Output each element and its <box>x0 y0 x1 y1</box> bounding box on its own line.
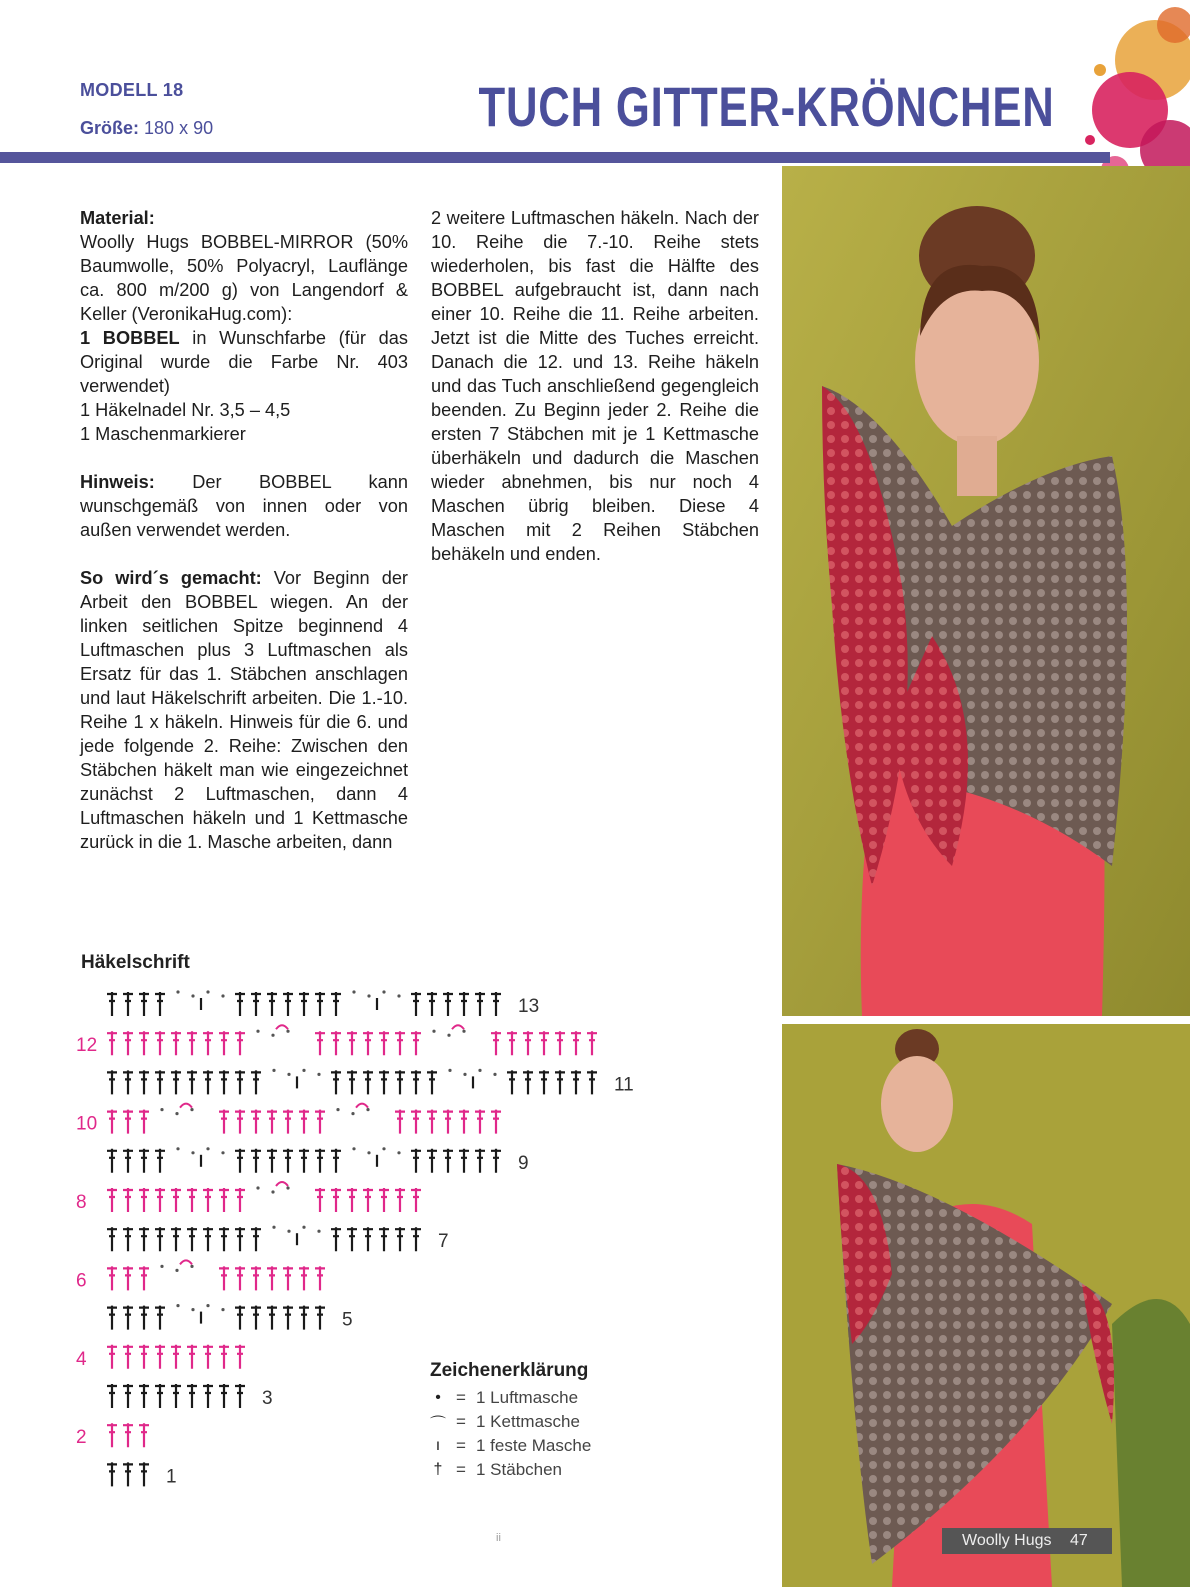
double-crochet-icon <box>187 1227 197 1251</box>
double-crochet-icon <box>267 992 277 1016</box>
double-crochet-icon <box>315 1110 325 1134</box>
double-crochet-icon <box>363 1188 373 1212</box>
double-crochet-icon <box>235 1110 245 1134</box>
double-crochet-icon <box>139 1384 149 1408</box>
chain-dot-icon <box>382 990 385 993</box>
double-crochet-icon <box>219 1384 229 1408</box>
double-crochet-icon <box>363 1070 373 1094</box>
double-crochet-icon <box>411 1031 421 1055</box>
chain-dot-icon <box>272 1226 275 1229</box>
double-crochet-icon <box>267 1110 277 1134</box>
chain-dot-icon <box>317 1230 320 1233</box>
model-number: MODELL 18 <box>80 80 184 100</box>
double-crochet-icon <box>315 1149 325 1173</box>
double-crochet-icon <box>251 1149 261 1173</box>
chart-row <box>76 1182 421 1213</box>
slip-stitch-icon <box>180 1260 192 1264</box>
chain-dot-icon <box>302 1226 305 1229</box>
double-crochet-icon <box>283 1149 293 1173</box>
chain-dot-icon <box>302 1069 305 1072</box>
hint-label: Hinweis: <box>80 472 155 492</box>
double-crochet-icon <box>475 992 485 1016</box>
chain-dot-icon <box>221 1308 224 1311</box>
double-crochet-icon <box>315 1188 325 1212</box>
double-crochet-icon <box>539 1031 549 1055</box>
double-crochet-icon <box>155 1345 165 1369</box>
double-crochet-icon <box>491 992 501 1016</box>
chain-dot-icon <box>160 1265 163 1268</box>
double-crochet-icon <box>139 1188 149 1212</box>
row-number-label: 6 <box>76 1270 87 1292</box>
double-crochet-icon <box>203 1031 213 1055</box>
double-crochet-icon <box>395 1188 405 1212</box>
double-crochet-icon <box>235 992 245 1016</box>
row-number-label: 8 <box>76 1192 87 1213</box>
double-crochet-icon <box>395 1110 405 1134</box>
double-crochet-icon <box>235 1031 245 1055</box>
chain-dot-icon <box>351 1112 354 1115</box>
double-crochet-icon <box>171 1070 181 1094</box>
double-crochet-icon <box>507 1031 517 1055</box>
chain-dot-icon <box>176 1147 179 1150</box>
chain-dot-icon <box>256 1030 259 1033</box>
double-crochet-icon <box>395 1031 405 1055</box>
double-crochet-icon <box>411 992 421 1016</box>
hint-text: Der BOBBEL kann wunschgemäß von innen oder von außen verwendet werden. <box>80 472 408 540</box>
double-crochet-icon <box>155 1227 165 1251</box>
double-crochet-icon <box>203 1384 213 1408</box>
double-crochet-icon <box>571 1031 581 1055</box>
double-crochet-icon <box>139 1423 149 1447</box>
chart-row <box>76 1423 149 1448</box>
symbol-legend <box>430 1360 591 1482</box>
double-crochet-icon <box>283 1266 293 1290</box>
double-crochet-icon <box>491 1149 501 1173</box>
chain-dot-icon: • <box>435 1389 441 1406</box>
chain-dot-icon <box>287 1073 290 1076</box>
legend-title: Zeichenerklärung <box>430 1360 589 1381</box>
chain-dot-icon <box>317 1073 320 1076</box>
double-crochet-icon <box>107 1462 117 1486</box>
double-crochet-icon <box>315 1266 325 1290</box>
chain-dot-icon <box>191 994 194 997</box>
double-crochet-icon <box>395 1070 405 1094</box>
marker-text: 1 Maschenmarkierer <box>80 424 246 444</box>
double-crochet-icon <box>555 1031 565 1055</box>
chain-dot-icon <box>176 1304 179 1307</box>
double-crochet-icon <box>107 1110 117 1134</box>
double-crochet-icon: † <box>433 1461 443 1478</box>
double-crochet-icon <box>347 1188 357 1212</box>
double-crochet-icon <box>363 1227 373 1251</box>
chain-dot-icon <box>493 1073 496 1076</box>
double-crochet-icon <box>107 1384 117 1408</box>
double-crochet-icon <box>171 1384 181 1408</box>
double-crochet-icon <box>235 1149 245 1173</box>
chain-dot-icon <box>256 1186 259 1189</box>
double-crochet-icon <box>331 992 341 1016</box>
double-crochet-icon <box>267 1306 277 1330</box>
print-mark: ii <box>496 1532 501 1544</box>
double-crochet-icon <box>155 1031 165 1055</box>
hook-text: 1 Häkelnadel Nr. 3,5 – 4,5 <box>80 400 291 420</box>
row-number-label: 5 <box>342 1309 353 1331</box>
double-crochet-icon <box>171 1031 181 1055</box>
double-crochet-icon <box>251 992 261 1016</box>
double-crochet-icon <box>267 1266 277 1290</box>
double-crochet-icon <box>123 1423 133 1447</box>
photo-model-shawl-spread <box>782 1024 1190 1587</box>
double-crochet-icon <box>203 1227 213 1251</box>
chain-dot-icon <box>352 990 355 993</box>
double-crochet-icon <box>507 1070 517 1094</box>
double-crochet-icon <box>331 1149 341 1173</box>
slip-stitch-icon <box>180 1104 192 1108</box>
legend-label: 1 feste Masche <box>476 1436 592 1455</box>
page-badge <box>942 1528 1112 1554</box>
double-crochet-icon <box>459 992 469 1016</box>
double-crochet-icon <box>251 1070 261 1094</box>
slip-stitch-icon: ⌒ <box>430 1415 447 1433</box>
double-crochet-icon <box>427 1149 437 1173</box>
double-crochet-icon <box>411 1188 421 1212</box>
double-crochet-icon <box>555 1070 565 1094</box>
double-crochet-icon <box>363 1031 373 1055</box>
double-crochet-icon <box>331 1227 341 1251</box>
material-label: Material: <box>80 208 155 228</box>
chain-dot-icon <box>160 1108 163 1111</box>
double-crochet-icon <box>411 1110 421 1134</box>
chain-dot-icon <box>367 994 370 997</box>
slip-stitch-icon <box>356 1104 368 1108</box>
howto-text: Vor Beginn der Arbeit den BOBBEL wiegen. An der linken seitlichen Spitze beginnend 4 Luftmaschen plus 3 Luftmaschen als Ersatz für das 1. Stäbchen anschlagen und laut Häkelschrift arbeiten. Die 1.-10. Reihe 1 x häkeln. Hinweis für die 6. und jede folgende 2. Reihe: Zwischen den Stäbchen häkelt man wie eingezeichnet zunächst 2 Luftmaschen, dann 4 Luftmaschen häkeln und 1 Kettmasche zurück in die 1. Masche arbeiten, dann <box>80 568 408 852</box>
double-crochet-icon <box>107 1227 117 1251</box>
double-crochet-icon <box>347 1227 357 1251</box>
double-crochet-icon <box>379 1227 389 1251</box>
double-crochet-icon <box>155 1188 165 1212</box>
double-crochet-icon <box>123 1227 133 1251</box>
legend-label: 1 Kettmasche <box>476 1412 580 1431</box>
double-crochet-icon <box>299 1149 309 1173</box>
chain-dot-icon <box>175 1269 178 1272</box>
row-number-label: 3 <box>262 1388 273 1409</box>
double-crochet-icon <box>123 1266 133 1290</box>
double-crochet-icon <box>123 1384 133 1408</box>
double-crochet-icon <box>475 1110 485 1134</box>
chain-dot-icon <box>287 1230 290 1233</box>
double-crochet-icon <box>299 1110 309 1134</box>
double-crochet-icon <box>315 992 325 1016</box>
double-crochet-icon <box>123 1149 133 1173</box>
chain-dot-icon <box>206 990 209 993</box>
double-crochet-icon <box>187 1070 197 1094</box>
chain-dot-icon <box>478 1069 481 1072</box>
double-crochet-icon <box>219 1345 229 1369</box>
chain-dot-icon <box>271 1034 274 1037</box>
chart-row <box>107 990 539 1017</box>
double-crochet-icon <box>251 1306 261 1330</box>
double-crochet-icon <box>459 1110 469 1134</box>
double-crochet-icon <box>107 1149 117 1173</box>
double-crochet-icon <box>491 1031 501 1055</box>
double-crochet-icon <box>171 1345 181 1369</box>
double-crochet-icon <box>123 1070 133 1094</box>
slip-stitch-icon <box>452 1025 464 1029</box>
double-crochet-icon <box>379 1070 389 1094</box>
double-crochet-icon <box>139 992 149 1016</box>
double-crochet-icon <box>427 992 437 1016</box>
chain-dot-icon <box>190 1108 193 1111</box>
double-crochet-icon <box>107 1070 117 1094</box>
chain-dot-icon <box>352 1147 355 1150</box>
chart-row <box>107 1304 353 1331</box>
chart-row <box>107 1462 177 1487</box>
chain-dot-icon <box>382 1147 385 1150</box>
row-number-label: 12 <box>76 1035 98 1057</box>
bobbel-text: in Wunschfarbe (für das Original wurde die Farbe Nr. 403 verwendet) <box>80 328 408 396</box>
slip-stitch-icon <box>276 1025 288 1029</box>
double-crochet-icon <box>219 1031 229 1055</box>
double-crochet-icon <box>123 1031 133 1055</box>
double-crochet-icon <box>299 992 309 1016</box>
double-crochet-icon <box>155 1149 165 1173</box>
double-crochet-icon <box>107 992 117 1016</box>
chart-row <box>76 1025 597 1056</box>
chart-row <box>107 1069 634 1096</box>
double-crochet-icon <box>235 1070 245 1094</box>
double-crochet-icon <box>107 1423 117 1447</box>
double-crochet-icon <box>539 1070 549 1094</box>
instructions-left-column <box>80 206 408 878</box>
size-info <box>80 118 213 139</box>
single-crochet-icon: ı <box>435 1437 441 1454</box>
double-crochet-icon <box>331 1031 341 1055</box>
double-crochet-icon <box>235 1384 245 1408</box>
double-crochet-icon <box>187 1345 197 1369</box>
header-rule <box>0 152 1110 163</box>
row-number-label: 7 <box>438 1231 449 1253</box>
legend-label: 1 Stäbchen <box>476 1460 563 1479</box>
double-crochet-icon <box>475 1149 485 1173</box>
double-crochet-icon <box>587 1031 597 1055</box>
row-number-label: 2 <box>76 1427 87 1449</box>
chain-dot-icon <box>272 1069 275 1072</box>
row-number-label: 1 <box>166 1466 177 1488</box>
double-crochet-icon <box>347 1031 357 1055</box>
double-crochet-icon <box>315 1031 325 1055</box>
double-crochet-icon <box>267 1149 277 1173</box>
double-crochet-icon <box>139 1149 149 1173</box>
legend-label: 1 Luftmasche <box>476 1388 579 1407</box>
double-crochet-icon <box>443 1149 453 1173</box>
double-crochet-icon <box>459 1149 469 1173</box>
chain-dot-icon <box>367 1151 370 1154</box>
double-crochet-icon <box>587 1070 597 1094</box>
chain-dot-icon <box>448 1069 451 1072</box>
chain-dot-icon <box>447 1034 450 1037</box>
double-crochet-icon <box>331 1070 341 1094</box>
size-value: 180 x 90 <box>144 118 214 138</box>
double-crochet-icon <box>123 1306 133 1330</box>
double-crochet-icon <box>219 1188 229 1212</box>
double-crochet-icon <box>299 1266 309 1290</box>
double-crochet-icon <box>235 1306 245 1330</box>
page-title: TUCH GITTER-KRÖNCHEN <box>478 75 1055 138</box>
crochet-chart-title: Häkelschrift <box>81 952 190 973</box>
chain-dot-icon <box>221 994 224 997</box>
chart-row <box>107 1147 529 1174</box>
double-crochet-icon <box>107 1188 117 1212</box>
double-crochet-icon <box>107 1266 117 1290</box>
chart-row <box>76 1345 245 1370</box>
chain-dot-icon <box>432 1030 435 1033</box>
chain-dot-icon <box>463 1073 466 1076</box>
double-crochet-icon <box>139 1110 149 1134</box>
bobbel-bold: 1 BOBBEL <box>80 328 180 348</box>
howto-continued-text: 2 weitere Luftmaschen häkeln. Nach der 10. Reihe die 7.-10. Reihe stets wiederholen, bis fast die Hälfte des BOBBEL aufgebraucht ist, dann nach einer 10. Reihe die 11. Reihe arbeiten. Jetzt ist die Mitte des Tuches erreicht. Danach die 12. und 13. Reihe häkeln und das Tuch anschließend gegengleich beenden. Zu Beginn jeder 2. Reihe die ersten 7 Stäbchen mit je 1 Kettmasche überhäkeln und dadurch die Maschen wieder abnehmen, bis nur noch 4 Maschen übrig bleiben. Diese 4 Maschen mit 2 Reihen Stäbchen behäkeln und enden. <box>431 208 759 564</box>
double-crochet-icon <box>219 1070 229 1094</box>
double-crochet-icon <box>171 1188 181 1212</box>
double-crochet-icon <box>155 1306 165 1330</box>
chain-dot-icon <box>286 1186 289 1189</box>
double-crochet-icon <box>139 1227 149 1251</box>
row-number-label: 4 <box>76 1348 87 1370</box>
double-crochet-icon <box>379 1188 389 1212</box>
double-crochet-icon <box>139 1031 149 1055</box>
chain-dot-icon <box>190 1265 193 1268</box>
double-crochet-icon <box>123 1345 133 1369</box>
double-crochet-icon <box>219 1266 229 1290</box>
double-crochet-icon <box>107 1345 117 1369</box>
double-crochet-icon <box>203 1345 213 1369</box>
double-crochet-icon <box>139 1266 149 1290</box>
row-number-label: 10 <box>76 1113 98 1135</box>
double-crochet-icon <box>443 992 453 1016</box>
double-crochet-icon <box>523 1070 533 1094</box>
double-crochet-icon <box>123 1188 133 1212</box>
chart-row <box>107 1384 273 1409</box>
double-crochet-icon <box>427 1110 437 1134</box>
double-crochet-icon <box>283 992 293 1016</box>
double-crochet-icon <box>299 1306 309 1330</box>
double-crochet-icon <box>283 1110 293 1134</box>
double-crochet-icon <box>155 1070 165 1094</box>
chain-dot-icon <box>176 990 179 993</box>
double-crochet-icon <box>155 1384 165 1408</box>
double-crochet-icon <box>107 1306 117 1330</box>
double-crochet-icon <box>203 1070 213 1094</box>
double-crochet-icon <box>123 1110 133 1134</box>
double-crochet-icon <box>139 1070 149 1094</box>
chain-dot-icon <box>462 1030 465 1033</box>
chart-row <box>107 1226 449 1253</box>
legend-item: ⌒ = 1 Kettmasche <box>430 1412 580 1433</box>
legend-item: • = 1 Luftmasche <box>430 1386 591 1410</box>
row-number-label: 11 <box>614 1074 634 1096</box>
double-crochet-icon <box>219 1227 229 1251</box>
chain-dot-icon <box>191 1151 194 1154</box>
double-crochet-icon <box>427 1070 437 1094</box>
double-crochet-icon <box>235 1266 245 1290</box>
chain-dot-icon <box>206 1304 209 1307</box>
double-crochet-icon <box>331 1188 341 1212</box>
chart-row <box>76 1104 501 1135</box>
row-number-label: 13 <box>518 996 540 1017</box>
size-label: Größe: <box>80 118 140 138</box>
photo-model-shawl-closeup <box>782 166 1190 1016</box>
chain-dot-icon <box>366 1108 369 1111</box>
double-crochet-icon <box>139 1462 149 1486</box>
instructions-right-column <box>431 206 759 590</box>
chain-dot-icon <box>271 1190 274 1193</box>
double-crochet-icon <box>251 1227 261 1251</box>
material-text: Woolly Hugs BOBBEL-MIRROR (50% Baumwolle, 50% Polyacryl, Lauflänge ca. 800 m/200 g) von Langendorf & Keller (VeronikaHug.com): <box>80 232 408 324</box>
chain-dot-icon <box>221 1151 224 1154</box>
chain-dot-icon <box>175 1112 178 1115</box>
chain-dot-icon <box>206 1147 209 1150</box>
double-crochet-icon <box>171 1227 181 1251</box>
double-crochet-icon <box>235 1188 245 1212</box>
brand-name: Woolly Hugs <box>962 1532 1052 1549</box>
double-crochet-icon <box>235 1227 245 1251</box>
chain-dot-icon <box>191 1308 194 1311</box>
double-crochet-icon <box>155 992 165 1016</box>
howto-label: So wird´s gemacht: <box>80 568 262 588</box>
double-crochet-icon <box>411 1227 421 1251</box>
legend-item: † = 1 Stäbchen <box>430 1458 591 1482</box>
double-crochet-icon <box>491 1110 501 1134</box>
chain-dot-icon <box>397 1151 400 1154</box>
double-crochet-icon <box>251 1110 261 1134</box>
double-crochet-icon <box>251 1266 261 1290</box>
chart-row <box>76 1260 325 1291</box>
double-crochet-icon <box>187 1384 197 1408</box>
double-crochet-icon <box>139 1345 149 1369</box>
chain-dot-icon <box>336 1108 339 1111</box>
row-number-label: 9 <box>518 1152 529 1174</box>
chain-dot-icon <box>286 1030 289 1033</box>
chain-dot-icon <box>397 994 400 997</box>
double-crochet-icon <box>395 1227 405 1251</box>
slip-stitch-icon <box>276 1182 288 1186</box>
double-crochet-icon <box>187 1031 197 1055</box>
double-crochet-icon <box>443 1110 453 1134</box>
legend-item: ı = 1 feste Masche <box>430 1434 591 1458</box>
double-crochet-icon <box>379 1031 389 1055</box>
double-crochet-icon <box>123 992 133 1016</box>
page-number: 47 <box>1069 1532 1088 1549</box>
double-crochet-icon <box>283 1306 293 1330</box>
double-crochet-icon <box>411 1149 421 1173</box>
double-crochet-icon <box>523 1031 533 1055</box>
double-crochet-icon <box>235 1345 245 1369</box>
double-crochet-icon <box>315 1306 325 1330</box>
double-crochet-icon <box>219 1110 229 1134</box>
double-crochet-icon <box>139 1306 149 1330</box>
double-crochet-icon <box>571 1070 581 1094</box>
double-crochet-icon <box>203 1188 213 1212</box>
double-crochet-icon <box>411 1070 421 1094</box>
double-crochet-icon <box>123 1462 133 1486</box>
double-crochet-icon <box>347 1070 357 1094</box>
double-crochet-icon <box>107 1031 117 1055</box>
double-crochet-icon <box>187 1188 197 1212</box>
